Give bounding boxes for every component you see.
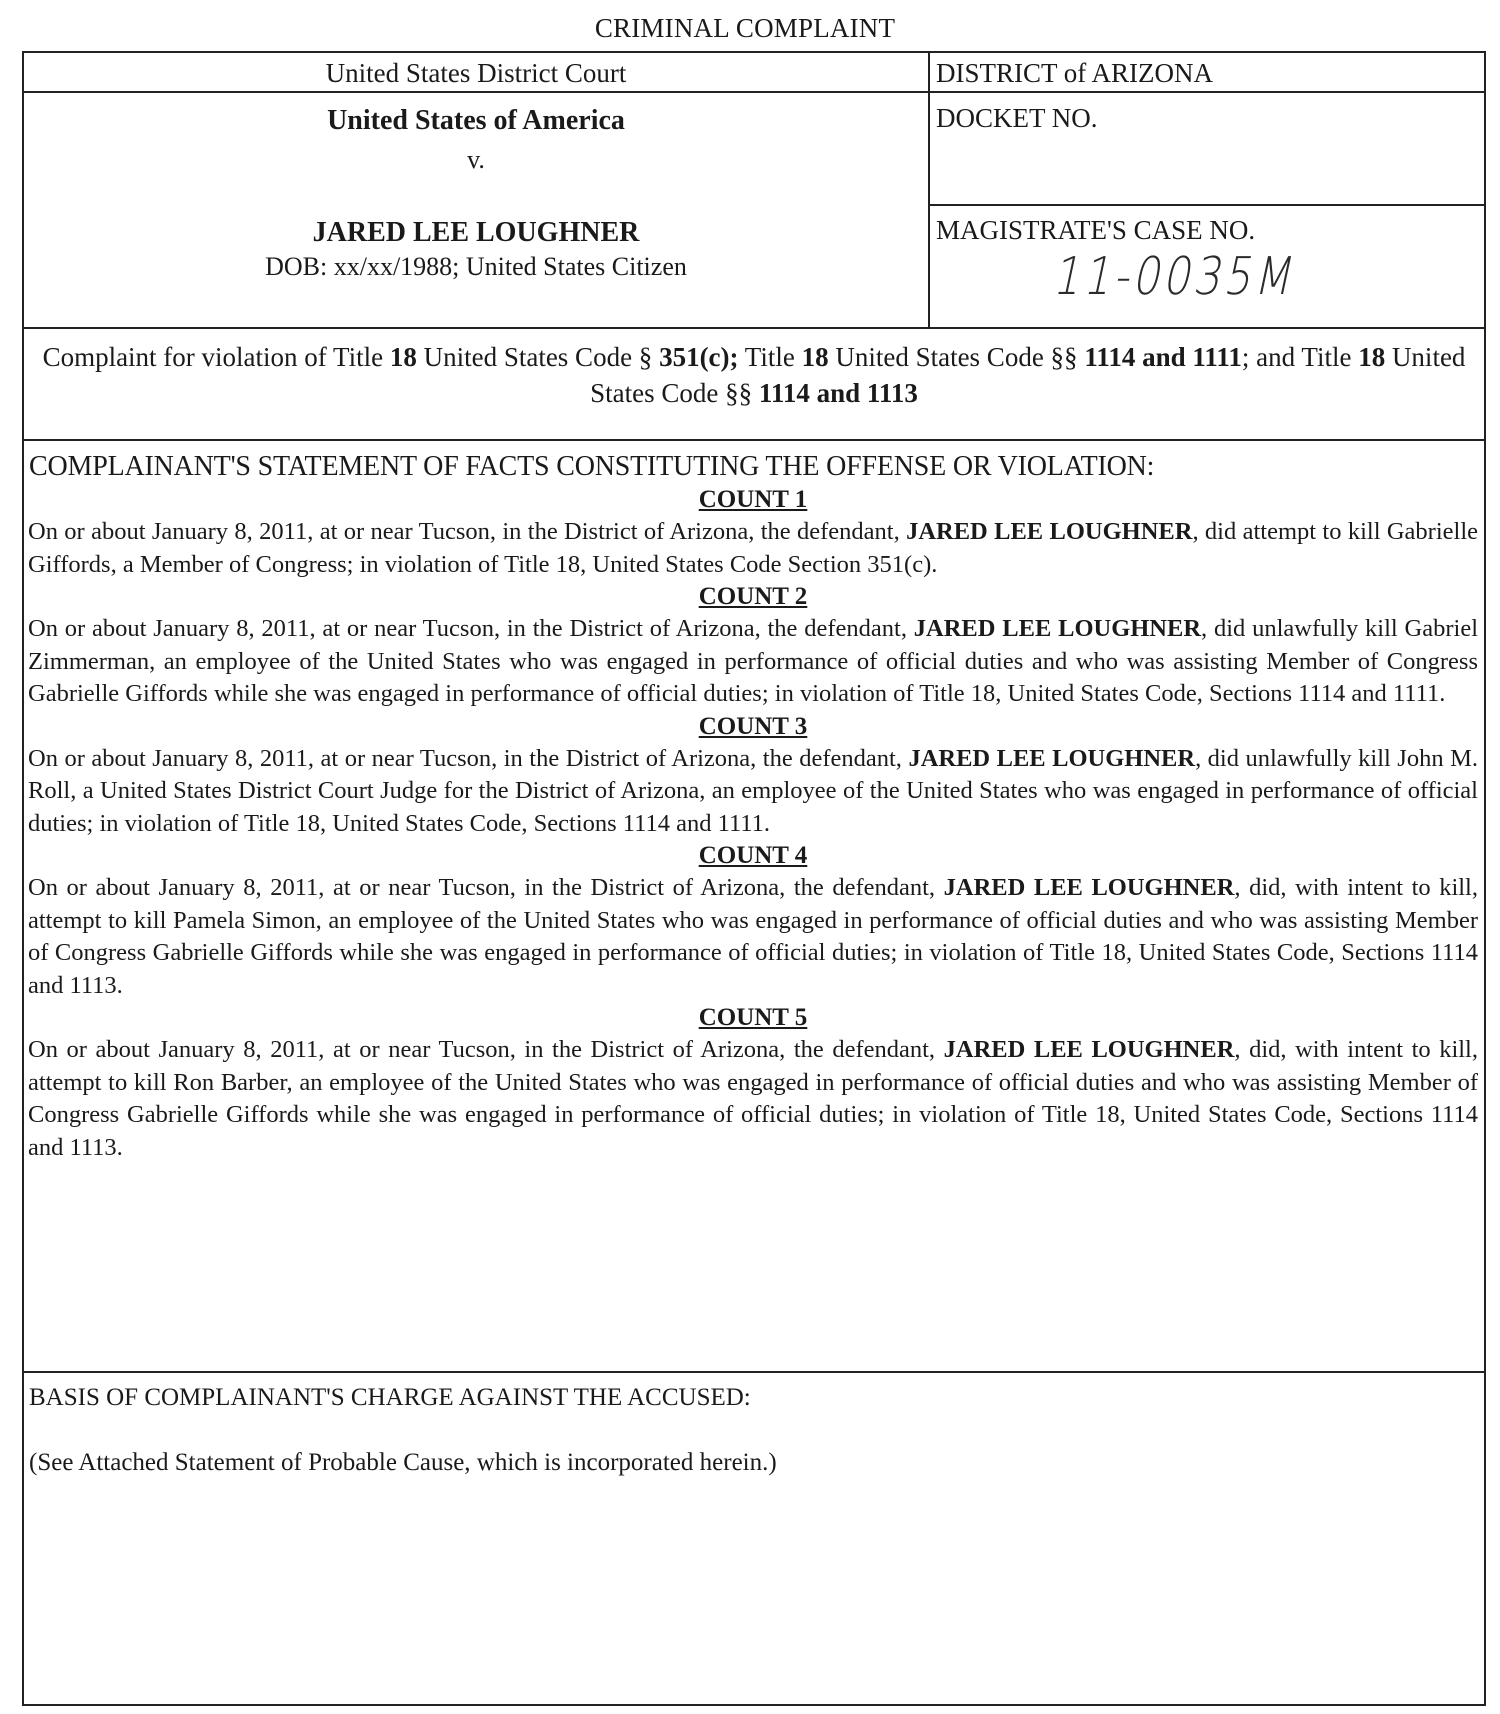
title-number: 18: [389, 342, 417, 372]
district-name: DISTRICT of ARIZONA: [936, 58, 1214, 88]
violation-text: ; and Title: [1241, 342, 1359, 372]
count-4: [28, 840, 1478, 1002]
violation-text: United States Code §§: [828, 342, 1085, 372]
count-title: COUNT 2: [698, 583, 808, 610]
case-caption: [24, 93, 928, 329]
count-text-end: , did attempt to kill Gabrielle Giffords, a Member of Congress; in violation of Title 18, United States Code Section 351(c).: [28, 518, 1479, 578]
plaintiff-name: United States of America: [327, 105, 625, 136]
defendant-name: JARED LEE LOUGHNER: [312, 217, 640, 248]
count-text-start: On or about January 8, 2011, at or near Tucson, in the District of Arizona, the defendant,: [28, 1036, 944, 1063]
count-text: [28, 872, 1478, 1002]
handwritten-case-number: 11-0035M: [1049, 247, 1304, 307]
count-text-start: On or about January 8, 2011, at or near Tucson, in the District of Arizona, the defendant,: [28, 518, 907, 545]
court-row: [24, 53, 1484, 93]
count-text-start: On or about January 8, 2011, at or near Tucson, in the District of Arizona, the defendant,: [28, 874, 944, 901]
count-text: [28, 516, 1478, 581]
count-text: [28, 1034, 1478, 1164]
count-1: [28, 484, 1478, 581]
defendant-name-inline: JARED LEE LOUGHNER: [943, 1036, 1235, 1063]
basis-heading: BASIS OF COMPLAINANT'S CHARGE AGAINST THE ACCUSED:: [29, 1384, 751, 1411]
section-number: 1114 and 1111: [1084, 342, 1242, 372]
statement-of-facts: [24, 441, 1484, 1373]
count-text-end: , did unlawfully kill Gabriel Zimmerman, an employee of the United States who was engaged in performance of official duties and who was assisting Member of Congress Gabrielle Giffords while she was engaged in performance of official duties; in violation of Title 18, United States Code, Sections 1114 and 1111.: [28, 615, 1479, 707]
count-text-end: , did, with intent to kill, attempt to kill Pamela Simon, an employee of the United States who was engaged in performance of official duties and who was assisting Member of Congress Gabrielle Giffords while she was engaged in performance of official duties; in violation of Title 18, United States Code, Sections 1114 and 1113.: [28, 874, 1478, 999]
violation-row: [24, 329, 1484, 441]
count-title: COUNT 5: [698, 1004, 808, 1031]
violation-text: Complaint for violation of Title: [42, 342, 390, 372]
defendant-name-inline: JARED LEE LOUGHNER: [913, 615, 1202, 642]
violation-text: Title: [738, 342, 802, 372]
count-5: [28, 1002, 1478, 1164]
violation-statement: [30, 339, 1478, 411]
caption-row: [24, 93, 1484, 329]
defendant-name-inline: JARED LEE LOUGHNER: [943, 874, 1235, 901]
basis-text: (See Attached Statement of Probable Cause, which is incorporated herein.): [29, 1449, 777, 1476]
count-text: [28, 613, 1478, 711]
count-title: COUNT 1: [698, 486, 808, 513]
count-title: COUNT 4: [698, 842, 808, 869]
title-number: 18: [1358, 342, 1386, 372]
count-2: [28, 581, 1478, 711]
defendant-name-inline: JARED LEE LOUGHNER: [908, 744, 1196, 772]
count-text-start: On or about January 8, 2011, at or near Tucson, in the District of Arizona, the defendant,: [28, 744, 909, 772]
count-text-end: , did, with intent to kill, attempt to kill Ron Barber, an employee of the United States who was engaged in performance of official duties and who was assisting Member of Congress Gabrielle Giffords while she was engaged in performance of official duties; in violation of Title 18, United States Code, Sections 1114 and 1113.: [28, 1036, 1478, 1161]
court-name: United States District Court: [325, 58, 627, 88]
count-text-end: , did unlawfully kill John M. Roll, a United States District Court Judge for the District of Arizona, an employee of the United States who was engaged in performance of official duties; in violation of Title 18, United States Code, Sections 1114 and 1111.: [28, 744, 1478, 837]
count-text: [28, 743, 1478, 841]
versus-label: v.: [467, 145, 485, 174]
defendant-name-inline: JARED LEE LOUGHNER: [906, 518, 1193, 545]
defendant-info: DOB: xx/xx/1988; United States Citizen: [265, 252, 687, 281]
magistrate-case-label: MAGISTRATE'S CASE NO.: [936, 215, 1256, 245]
docket-number-label: DOCKET NO.: [936, 103, 1098, 133]
section-number: 1114 and 1113: [758, 378, 918, 408]
title-number: 18: [801, 342, 829, 372]
violation-text: United States Code §: [416, 342, 660, 372]
document-title: CRIMINAL COMPLAINT: [594, 13, 896, 43]
complaint-form: [22, 51, 1486, 1706]
counts-list: [28, 484, 1478, 1164]
violation-text: United States Code §§: [590, 342, 1466, 408]
docket-divider: [928, 204, 1484, 206]
section-number: 351(c);: [659, 342, 739, 372]
count-3: [28, 711, 1478, 841]
facts-heading: COMPLAINANT'S STATEMENT OF FACTS CONSTITUTING THE OFFENSE OR VIOLATION:: [29, 451, 1155, 482]
count-title: COUNT 3: [698, 712, 808, 740]
count-text-start: On or about January 8, 2011, at or near Tucson, in the District of Arizona, the defendant,: [28, 615, 914, 642]
